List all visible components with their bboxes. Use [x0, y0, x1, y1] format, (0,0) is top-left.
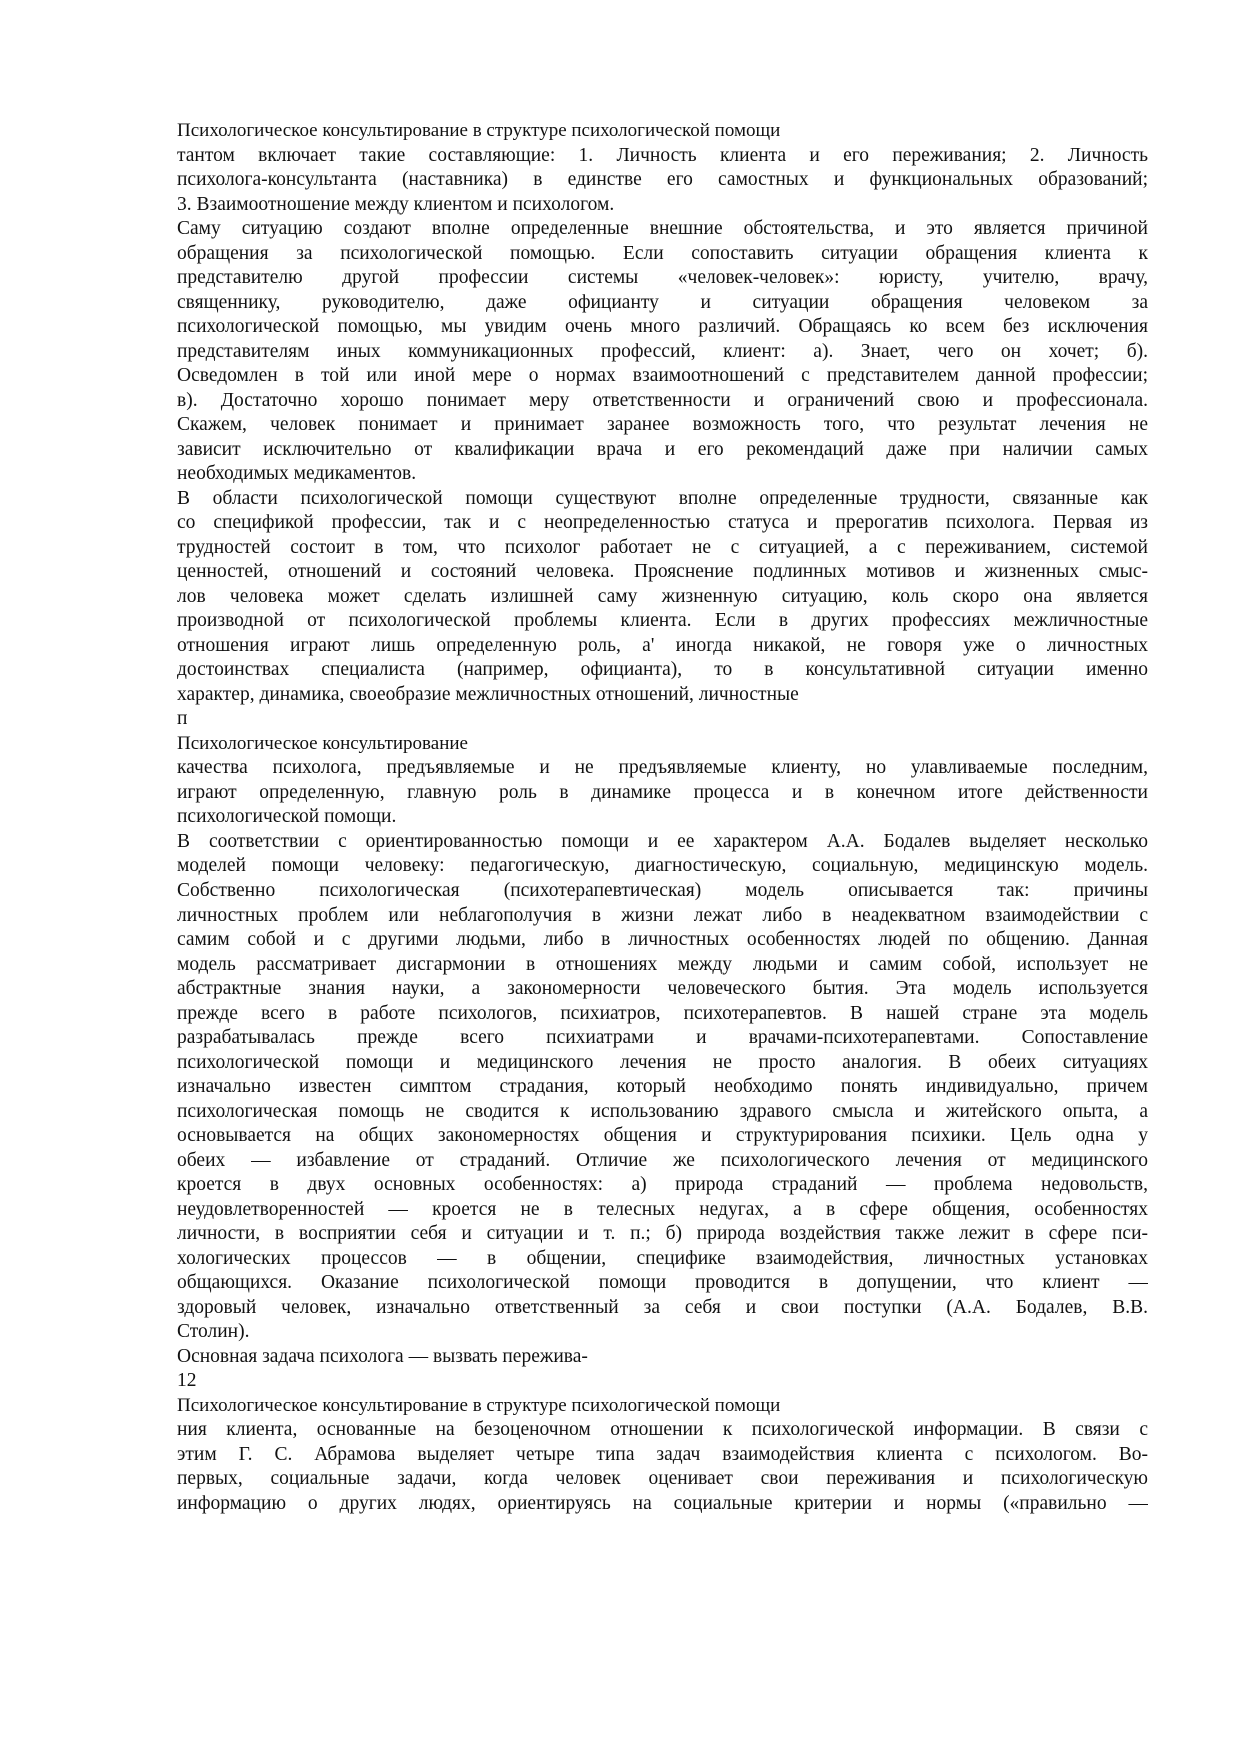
body-text-line	[177, 1247, 1148, 1272]
page-marker	[177, 707, 1148, 732]
body-text-line	[177, 658, 1148, 683]
body-text-line	[177, 266, 1148, 291]
body-text-line-text: в). Достаточно хорошо понимает меру ответственности и ограничений свою и профессионала.	[177, 389, 1148, 411]
body-text-line	[177, 340, 1148, 365]
body-text-line-text: качества психолога, предъявляемые и не предъявляемые клиенту, но улавливаемые последним,	[177, 757, 1148, 779]
body-text-line	[177, 1026, 1148, 1051]
body-text-line	[177, 609, 1148, 634]
body-text-line	[177, 634, 1148, 659]
body-text-line	[177, 1100, 1148, 1125]
body-text-line-text: кроется в двух основных особенностях: а) природа страданий — проблема недовольств,	[177, 1174, 1148, 1196]
body-text-line	[177, 1149, 1148, 1174]
body-text-line	[177, 487, 1148, 512]
body-text-line-text: отношения играют лишь определенную роль, а' иногда никакой, не говоря уже о личностных	[177, 634, 1148, 656]
body-text-line	[177, 462, 1148, 487]
body-text-line-text: основывается на общих закономерностях общения и структурирования психики. Цель одна у	[177, 1125, 1148, 1147]
body-text-line-text: зависит исключительно от квалификации врача и его рекомендаций даже при наличии самых	[177, 438, 1148, 460]
body-text-line	[177, 536, 1148, 561]
body-text-line	[177, 389, 1148, 414]
body-text-line	[177, 511, 1148, 536]
body-text-line	[177, 904, 1148, 929]
body-text-line-text: ценностей, отношений и состояний человека. Прояснение подлинных мотивов и жизненных смыс-	[177, 561, 1148, 583]
body-text-line	[177, 1296, 1148, 1321]
body-text-line-text: ния клиента, основанные на безоценочном отношении к психологической информации. В связи с	[177, 1419, 1148, 1441]
body-text-line	[177, 1222, 1148, 1247]
body-text-line-text: прежде всего в работе психологов, психиатров, психотерапевтов. В нашей стране эта модель	[177, 1002, 1148, 1024]
body-text-line-text: В области психологической помощи существуют вполне определенные трудности, связанные как	[177, 487, 1148, 509]
body-text-line-text: Столин).	[177, 1321, 250, 1343]
body-text-line-text: неудовлетворенностей — кроется не в телесных недугах, а в сфере общения, особенностях	[177, 1198, 1148, 1220]
running-header-text: Психологическое консультирование в структуре психологической помощи	[177, 1394, 781, 1416]
body-text-line	[177, 217, 1148, 242]
body-text-line-text: Основная задача психолога — вызвать пережива-	[177, 1345, 588, 1367]
body-text-line-text: лов человека может сделать излишней саму жизненную ситуацию, коль скоро она является	[177, 585, 1148, 607]
body-text-line-text: психологическая помощь не сводится к использованию здравого смысла и житейского опыта, а	[177, 1100, 1148, 1122]
body-text-line	[177, 977, 1148, 1002]
body-text-line	[177, 413, 1148, 438]
running-header	[177, 119, 1148, 144]
body-text-line	[177, 953, 1148, 978]
page-marker-text: п	[177, 708, 188, 730]
body-text-line-text: В соответствии с ориентированностью помощи и ее характером А.А. Бодалев выделяет несколько	[177, 830, 1148, 852]
body-text-line-text: Саму ситуацию создают вполне определенные внешние обстоятельства, и это является причиной	[177, 218, 1148, 240]
body-text-line	[177, 1124, 1148, 1149]
body-text-line-text: обеих — избавление от страданий. Отличие же психологического лечения от медицинского	[177, 1149, 1148, 1171]
body-text-line	[177, 805, 1148, 830]
body-text-line	[177, 854, 1148, 879]
body-text-line-text: Собственно психологическая (психотерапевтическая) модель описывается так: причины	[177, 879, 1148, 901]
body-text-line	[177, 560, 1148, 585]
body-text-line-text: трудностей состоит в том, что психолог работает не с ситуацией, а с переживанием, системой	[177, 536, 1148, 558]
body-text-line	[177, 683, 1148, 708]
running-header-text: Психологическое консультирование	[177, 732, 468, 754]
body-text-line	[177, 168, 1148, 193]
body-text-line	[177, 438, 1148, 463]
body-text-line	[177, 242, 1148, 267]
body-text-line	[177, 364, 1148, 389]
running-header-text: Психологическое консультирование в структуре психологической помощи	[177, 120, 781, 141]
body-text-line-text: здоровый человек, изначально ответственный за себя и свои поступки (А.А. Бодалев, В.В.	[177, 1296, 1148, 1318]
body-text-line-text: моделей помощи человеку: педагогическую, диагностическую, социальную, медицинскую модель.	[177, 855, 1148, 877]
body-text-line-text: Осведомлен в той или иной мере о нормах взаимоотношений с представителем данной профессии;	[177, 365, 1148, 387]
body-text-line	[177, 193, 1148, 218]
body-text-line-text: этим Г. С. Абрамова выделяет четыре типа задач взаимодействия клиента с психологом. Во-	[177, 1443, 1148, 1465]
body-text-line-text: 3. Взаимоотношение между клиентом и психологом.	[177, 193, 615, 215]
body-text-line	[177, 928, 1148, 953]
body-text-line-text: обращения за психологической помощью. Если сопоставить ситуации обращения клиента к	[177, 242, 1148, 264]
body-text-line-text: общающихся. Оказание психологической помощи проводится в допущении, что клиент —	[177, 1272, 1148, 1294]
body-text-line	[177, 781, 1148, 806]
body-text-line-text: достоинствах специалиста (например, официанта), то в консультативной ситуации именно	[177, 659, 1148, 681]
body-text-line-text: первых, социальные задачи, когда человек оценивает свои переживания и психологическую	[177, 1468, 1148, 1490]
body-text-line	[177, 756, 1148, 781]
body-text-line	[177, 585, 1148, 610]
page-number-text: 12	[177, 1370, 197, 1392]
body-text-line	[177, 1198, 1148, 1223]
body-text-line-text: модель рассматривает дисгармонии в отношениях между людьми и самим собой, использует не	[177, 953, 1148, 975]
body-text-line-text: играют определенную, главную роль в динамике процесса и в конечном итоге действенности	[177, 781, 1148, 803]
body-text-line-text: тантом включает такие составляющие: 1. Личность клиента и его переживания; 2. Личность	[177, 144, 1148, 166]
body-text-line-text: психологической помощи и медицинского лечения не просто аналогия. В обеих ситуациях	[177, 1051, 1148, 1073]
body-text-line	[177, 830, 1148, 855]
body-text-line-text: абстрактные знания науки, а закономерности человеческого бытия. Эта модель используется	[177, 978, 1148, 1000]
body-text-line-text: психологической помощью, мы увидим очень много различий. Обращаясь ко всем без исключения	[177, 316, 1148, 338]
body-text-line-text: священнику, руководителю, даже официанту и ситуации обращения человеком за	[177, 291, 1148, 313]
body-text-line	[177, 315, 1148, 340]
body-text-line	[177, 291, 1148, 316]
body-text-line-text: характер, динамика, своеобразие межличностных отношений, личностные	[177, 683, 799, 705]
body-text-line	[177, 1173, 1148, 1198]
body-text-line-text: личностных проблем или неблагополучия в жизни лежат либо в неадекватном взаимодействии с	[177, 904, 1148, 926]
body-text-line-text: личности, в восприятии себя и ситуации и т. п.; б) природа воздействия также лежит в сфере пси-	[177, 1223, 1148, 1245]
body-text-line-text: самим собой и с другими людьми, либо в личностных особенностях людей по общению. Данная	[177, 929, 1148, 951]
body-text-line-text: хологических процессов — в общении, специфике взаимодействия, личностных установках	[177, 1247, 1148, 1269]
body-text-line-text: изначально известен симптом страдания, который необходимо понять индивидуально, причем	[177, 1076, 1148, 1098]
document-page	[177, 119, 1148, 1516]
body-text-line	[177, 1075, 1148, 1100]
body-text-line	[177, 1418, 1148, 1443]
body-text-line	[177, 144, 1148, 169]
running-header	[177, 1394, 1148, 1419]
body-text-line	[177, 1002, 1148, 1027]
body-text-line-text: необходимых медикаментов.	[177, 463, 417, 485]
body-text-line	[177, 1492, 1148, 1517]
running-header	[177, 732, 1148, 757]
body-text-line-text: Скажем, человек понимает и принимает заранее возможность того, что результат лечения не	[177, 414, 1148, 436]
body-text-line-text: со спецификой профессии, так и с неопределенностью статуса и прерогатив психолога. Первая из	[177, 512, 1148, 534]
page-number	[177, 1369, 1148, 1394]
body-text-line	[177, 1051, 1148, 1076]
body-text-line-text: представителю другой профессии системы «человек-человек»: юристу, учителю, врачу,	[177, 267, 1148, 289]
body-text-line-text: информацию о других людях, ориентируясь на социальные критерии и нормы («правильно —	[177, 1492, 1148, 1514]
body-text-line	[177, 1467, 1148, 1492]
body-text-line	[177, 1443, 1148, 1468]
body-text-line-text: разрабатывалась прежде всего психиатрами и врачами-психотерапевтами. Сопоставление	[177, 1027, 1148, 1049]
body-text-line	[177, 879, 1148, 904]
body-text-line-text: психологической помощи.	[177, 806, 397, 828]
body-text-line	[177, 1271, 1148, 1296]
body-text-line	[177, 1345, 1148, 1370]
body-text-line-text: представителям иных коммуникационных профессий, клиент: а). Знает, чего он хочет; б).	[177, 340, 1148, 362]
body-text-line-text: психолога-консультанта (наставника) в единстве его самостных и функциональных образований;	[177, 169, 1148, 191]
body-text-line-text: производной от психологической проблемы клиента. Если в других профессиях межличностные	[177, 610, 1148, 632]
body-text-line	[177, 1320, 1148, 1345]
